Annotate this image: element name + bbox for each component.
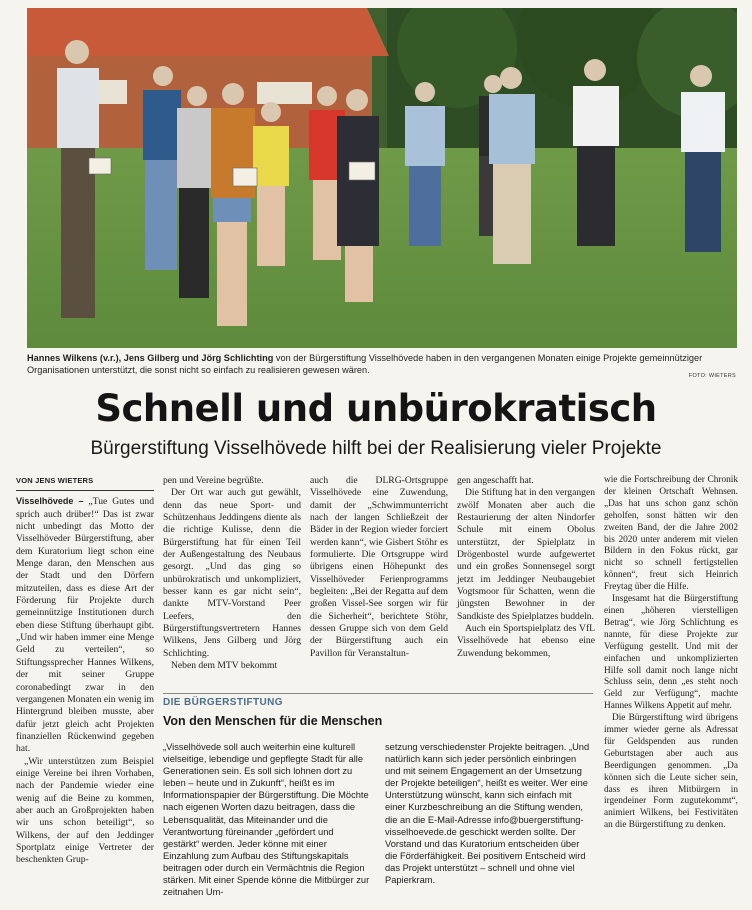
caption-names: Hannes Wilkens (v.r.), Jens Gilberg und Jörg Schlichting bbox=[27, 353, 274, 363]
article-column-3 bbox=[310, 475, 448, 660]
caption-text: von der Bürgerstiftung Visselhövede haben in den vergangenen Monaten einige Projekte gemeinnütziger Organisationen unterstützt, die sonst nicht so einfach zu realisieren gewesen wären. bbox=[27, 353, 703, 375]
paragraph-text: „Tue Gutes und sprich auch drüber!“ Das ist zwar nicht unbedingt das Motto der Visselhöveder Bürgerstiftung, aber dem Kuratorium liegt schon eine Menge daran, den Menschen aus der Stadt und den Dörfern mitzuteilen, dass es diese Art der Förderung für Projekte durch gemeinnützige Institutionen durch eben diese Stiftung überhaupt gibt. „Und wir haben immer eine Menge Geld zu verteilen“, so Stiftungssprecher Hannes Wilkens, der mit seiner Gruppe coronabedingt zwar in den vergangenen Monaten ein wenig im Hintergrund bleiben musste, aber dafür jetzt gleich acht Projekten finanziellen Rückenwind gegeben hat. bbox=[16, 496, 154, 755]
paragraph: Auch ein Sportspielplatz des VfL Visselhövede hat ebenso eine Zuwendung bekommen, bbox=[457, 623, 595, 659]
paragraph bbox=[16, 495, 154, 755]
paragraph: Die Bürgerstiftung wird übrigens immer wieder gerne als Adressat für Geldspenden aus runden Geburtstagen aber auch aus Beerdigungen genommen. „Da können sich die Leute sicher sein, dass es ihren Mitbürgern in irgendeiner Form zugutekommt“, animiert Wilkens, bei Festivitäten an die Bürgerstiftung zu denken. bbox=[604, 713, 738, 831]
paragraph: auch die DLRG-Ortsgruppe Visselhövede eine Zuwendung, damit der „Schwimmunterricht nach der langen Schließzeit der Bäder in der Region wieder forciert werden kann“, wie Gisbert Stöhr es formulierte. Die Ortsgruppe wird übrigens einen Höhepunkt des Visselhöveder Ferienprogramms begleiten: „Bei der Regatta auf dem großen Vissel-See sorgen wir für die Sicherheit“, berichtete Stöhr, dessen Gruppe sich von dem Geld der Bürgerstiftung auch ein Pavillon für Veranstaltun- bbox=[310, 475, 448, 659]
paragraph: Die Stiftung hat in den vergangen zwölf Monaten aber auch die Restaurierung der alten Nindorfer Schule mit einem Obolus unterstützt, der Spielplatz in Drögenbostel wurde aufgewertet und ein großes Sonnensegel sorgt jetzt im Jeddinger Neubaugebiet Vogtsmoor für Schatten, wenn die jüngsten Bewohner in der Sandkiste des Spielplatzes buddeln. bbox=[457, 487, 595, 622]
info-box-text: setzung verschiedenster Projekte beitragen. „Und natürlich kann sich jeder persönlich einbringen und mit seinem Engagement an der Umsetzung der Projekte beteiligen“, heißt es weiter. Wer eine Unterstützung wünscht, kann sich einfach mit einer Kurzbeschreibung an die Stiftung wenden, die an die E-Mail-Adresse info@buergerstiftung-visselhoevede.de geschickt werden sollte. Der Vorstand und das Kuratorium entscheiden über die Förderfähigkeit. Bei positivem Entscheid wird das Projekt unterstützt – schnell und ohne viel Papierkram. bbox=[385, 742, 590, 886]
byline: VON JENS WIETERS bbox=[16, 475, 154, 491]
paragraph: Neben dem MTV bekommt bbox=[171, 660, 278, 672]
dateline: Visselhövede – bbox=[16, 496, 84, 507]
group-photo bbox=[27, 8, 737, 348]
group-photo-illustration bbox=[27, 8, 737, 348]
info-box-column-right bbox=[385, 741, 593, 886]
paragraph: gen angeschafft hat. bbox=[457, 475, 534, 486]
paragraph: Der Ort war auch gut gewählt, denn das neue Sport- und Schützenhaus Jeddingens diente als die richtige Kulisse, denn die Bürgerstiftung hat für einen Teil der Außengestaltung des Neubaus gesorgt. „Und das ging so unbürokratisch und unkompliziert, besser kann es gar nicht sein“, dankte MTV-Vorstand Peer Leefers, den Bürgerstiftungsvertretern Hannes Wilkens, Jens Gilberg und Jörg Schlichting. bbox=[163, 487, 301, 659]
info-box-label: DIE BÜRGERSTIFTUNG bbox=[163, 693, 593, 708]
article-column-4 bbox=[457, 475, 595, 660]
photo-credit: FOTO: WIETERS bbox=[688, 373, 736, 379]
article-headline: Schnell und unbürokratisch bbox=[95, 387, 657, 430]
paragraph: Insgesamt hat die Bürgerstiftung einen „höheren vierstelligen Betrag“, wie Jörg Schlichtung es nannte, für diese Projekte zur Verfügung gestellt. Und mit der einfachen und unkomplizierten Hilfe soll damit noch lange nicht Schluss sein, denn „es steht noch Geld zur Verfügung“, machte Hannes Wilkens Appetit auf mehr. bbox=[604, 594, 738, 712]
paragraph: pen und Vereine begrüßte. bbox=[163, 475, 264, 486]
article-column-5 bbox=[604, 475, 738, 832]
paragraph: wie die Fortschreibung der Chronik der kleinen Ortschaft Wehnsen. „Das hat uns schon ganz schön geholfen, sonst hätten wir den zweiten Band, der die Jahre 2002 bis 2020 unter anderem mit vielen Bildern in den Fokus rückt, gar nicht so schnell fertigstellen können“, freut sich Heinrich Freytag über die Hilfe. bbox=[604, 475, 738, 593]
article-column-1 bbox=[16, 475, 154, 867]
paragraph: „Wir unterstützen zum Beispiel einige Vereine bei ihren Vorhaben, nach der Pandemie wieder eine wenig auf die Beine zu kommen, aber auch an Großprojekten haben wir uns schon beteiligt“, so Wilkens, der auf den Jeddinger Sportplatz einige Vertreter der beschenkten Grup- bbox=[16, 755, 154, 866]
article-column-2 bbox=[163, 475, 301, 673]
info-box-text: „Visselhövede soll auch weiterhin eine kulturell vielseitige, lebendige und gepflegte Stadt für alle Generationen sein. Es soll sich lohnen dort zu leben – heute und in Zukunft“, heißt es im Informationspapier der Bürgerstiftung. Die Möchte nach eigenen Worten dazu beitragen, dass die Lebensqualität, das Miteinander und die Verantwortung füreinander „gefördert und gestärkt“ werden. Jeder könne mit einer Einzahlung zum Aufbau des Stiftungskapitals beitragen oder durch ein Vermächtnis die Region stärken. Mit einer Spende könne die Mitbürger zur zeitnahen Um- bbox=[163, 742, 370, 898]
article-subheadline: Bürgerstiftung Visselhövede hilft bei der Realisierung vieler Projekte bbox=[90, 438, 662, 459]
info-box-column-left bbox=[163, 741, 371, 898]
info-box-title: Von den Menschen für die Menschen bbox=[163, 714, 383, 728]
photo-caption bbox=[27, 352, 737, 376]
